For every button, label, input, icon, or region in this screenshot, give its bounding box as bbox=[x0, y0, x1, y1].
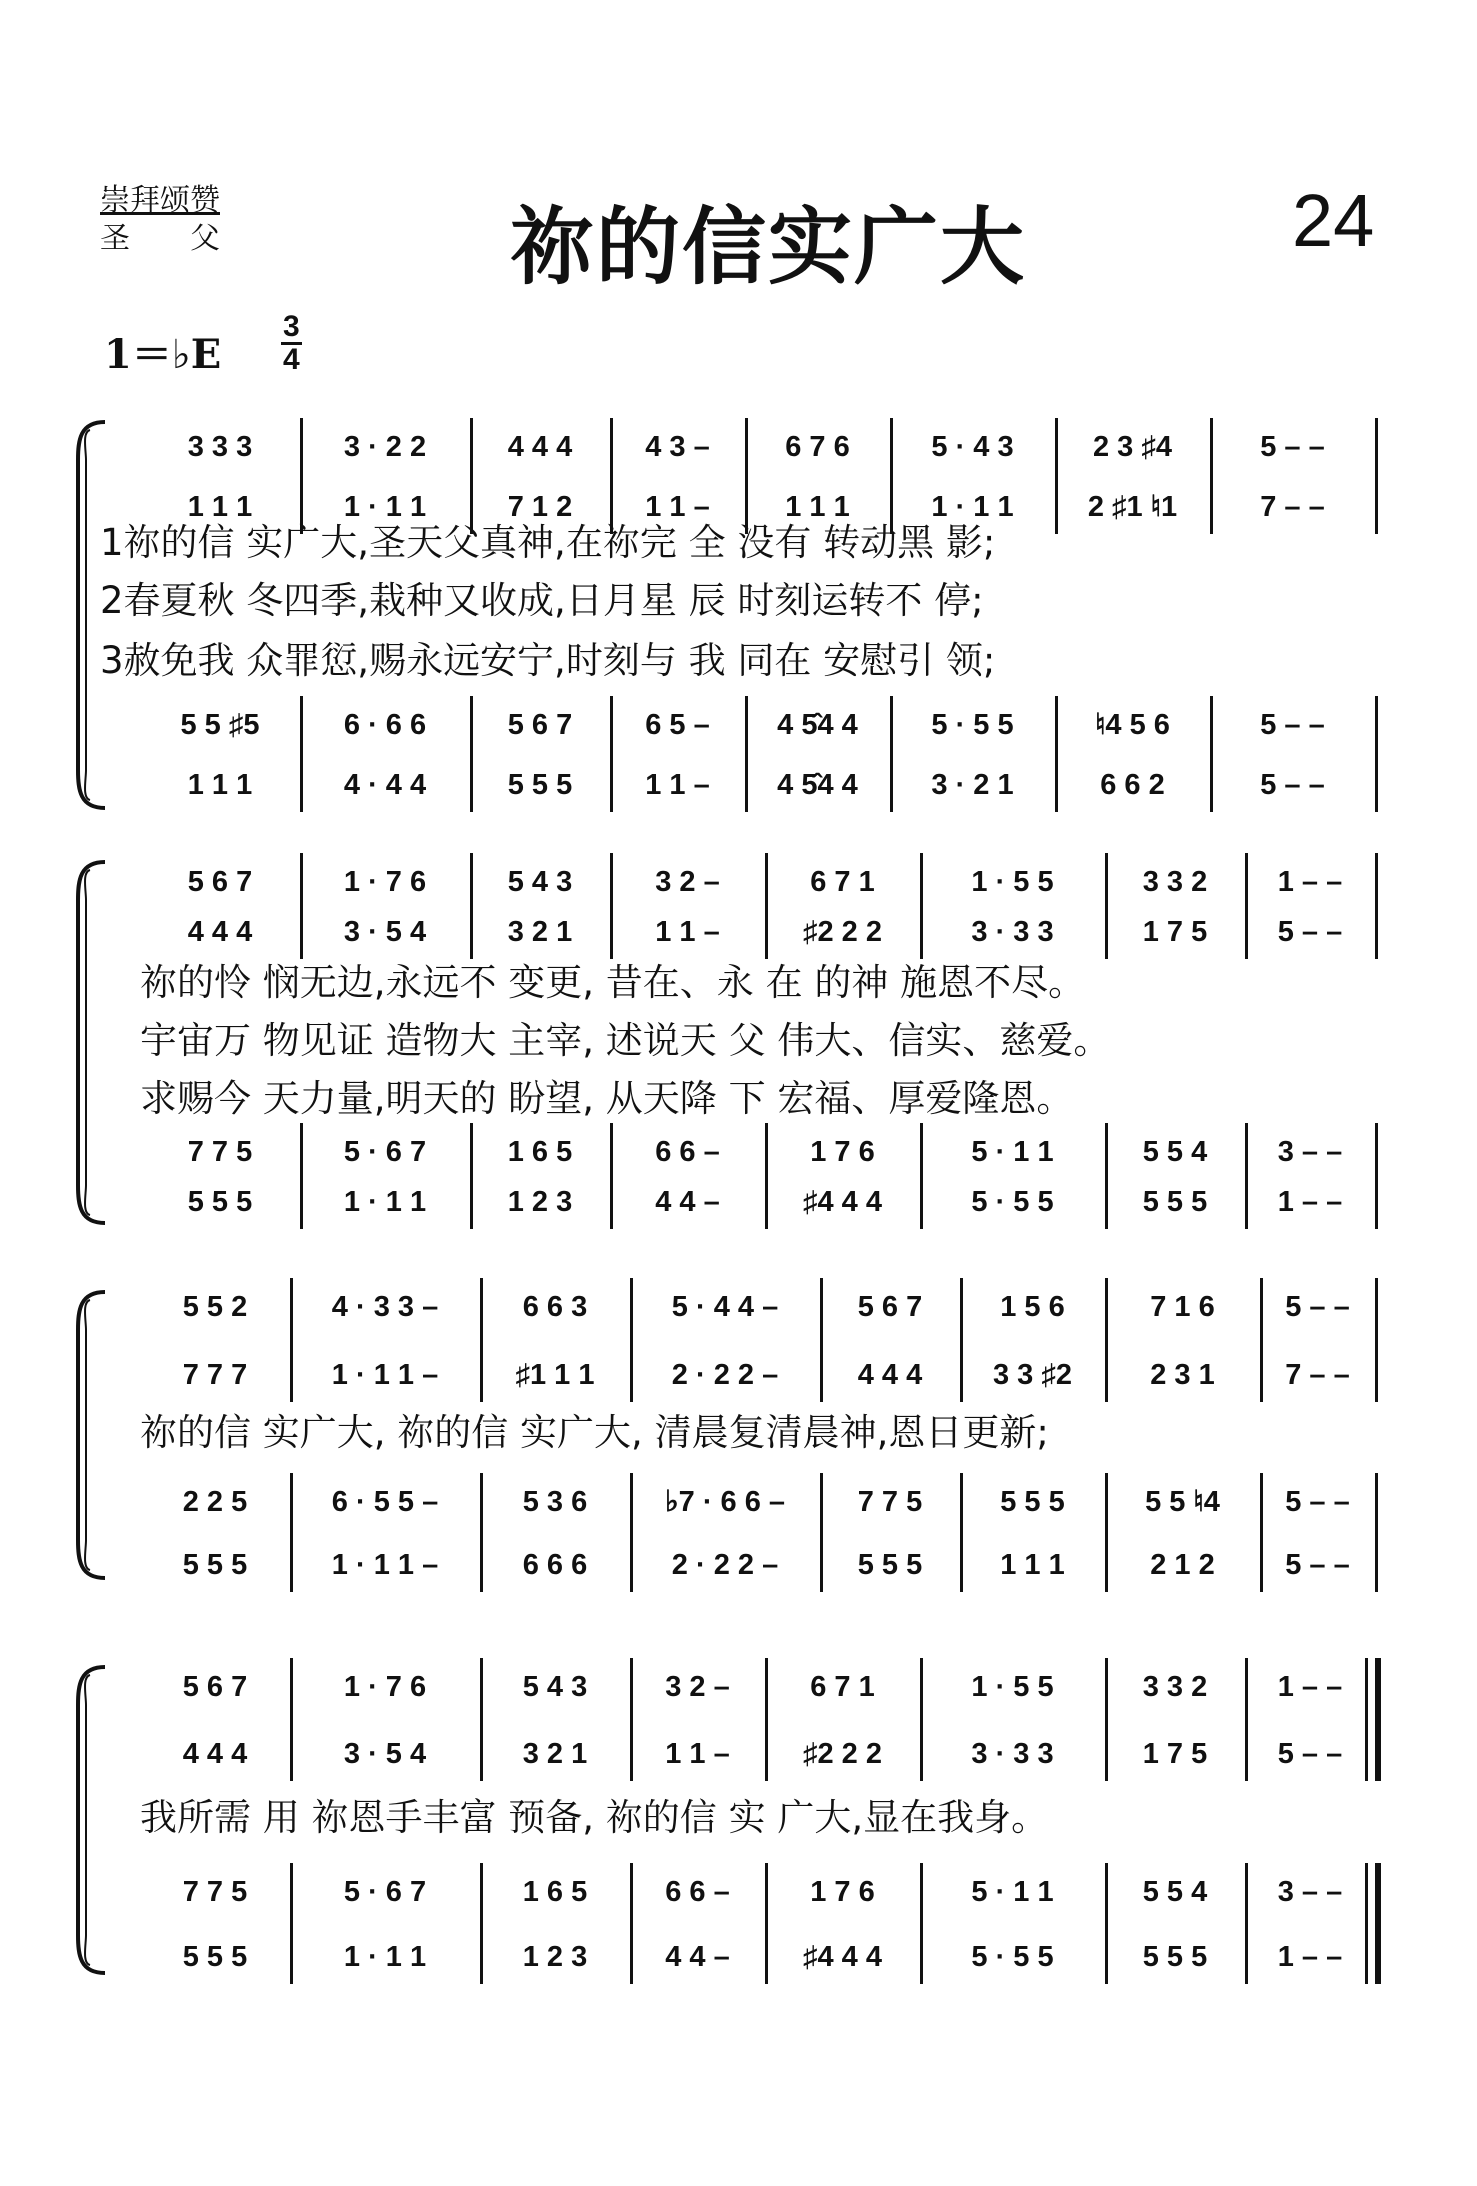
measure-notes: 5 – – bbox=[1285, 1549, 1350, 1581]
measure-notes: 5 5 ♯5 bbox=[180, 709, 260, 741]
bar-line bbox=[1375, 418, 1378, 534]
measure-notes: 6 6 2 bbox=[1100, 769, 1165, 801]
time-signature bbox=[281, 312, 302, 375]
system-brace bbox=[60, 860, 110, 1229]
bar-line bbox=[1375, 696, 1378, 812]
bar-line bbox=[1260, 1473, 1263, 1592]
bar-line bbox=[610, 853, 613, 959]
measure-notes: 4 · 3 3 – bbox=[331, 1291, 439, 1323]
measure-notes: 3 2 1 bbox=[507, 916, 573, 948]
measure-notes: 1 1 – bbox=[655, 916, 720, 948]
measure-notes: 4 4 4 bbox=[187, 916, 253, 948]
measure-notes: 1 6 5 bbox=[507, 1136, 573, 1168]
measure-notes: 5 · 1 1 bbox=[971, 1136, 1054, 1168]
bar-line bbox=[470, 853, 473, 959]
measure-notes: 3 – – bbox=[1277, 1876, 1343, 1908]
measure-notes: 1 1 – bbox=[665, 1738, 730, 1770]
measure-notes: 1 7 5 bbox=[1142, 1738, 1208, 1770]
bar-line bbox=[1105, 1863, 1108, 1984]
measure-notes: 5 5 2 bbox=[182, 1291, 248, 1323]
bar-line bbox=[920, 1863, 923, 1984]
bar-line bbox=[745, 418, 748, 534]
measure-notes: 3 2 1 bbox=[522, 1738, 588, 1770]
measure-notes: 7 1 6 bbox=[1150, 1291, 1215, 1323]
measure-notes: 6 · 5 5 – bbox=[331, 1486, 439, 1518]
measure-notes: ♯2 2 2 bbox=[803, 1738, 882, 1770]
bar-line bbox=[1245, 1863, 1248, 1984]
bar-line bbox=[745, 696, 748, 812]
measure-notes: 5 5 4 bbox=[1142, 1876, 1208, 1908]
measure-notes: 5 – – bbox=[1277, 916, 1343, 948]
measure-notes: 6 5 – bbox=[645, 709, 710, 741]
measure-notes: 5 6 7 bbox=[857, 1291, 923, 1323]
measure-notes: 5 · 6 7 bbox=[343, 1876, 427, 1908]
bar-line bbox=[765, 1863, 768, 1984]
system-brace bbox=[60, 1290, 110, 1584]
bar-line bbox=[1210, 696, 1213, 812]
measure-notes: 5 5 4 bbox=[1142, 1136, 1208, 1168]
bar-line bbox=[610, 418, 613, 534]
bar-line bbox=[290, 1278, 293, 1402]
measure-notes: 7 – – bbox=[1260, 491, 1325, 523]
lyric-line: 2春夏秋 冬四季,栽种又收成,日月星 辰 时刻运转不 停; bbox=[100, 579, 984, 622]
bar-line bbox=[630, 1278, 633, 1402]
measure-notes: 1 · 1 1 – bbox=[331, 1359, 439, 1391]
measure-notes: 1 2 3 bbox=[522, 1941, 588, 1973]
lyric-line: 3赦免我 众罪愆,赐永远安宁,时刻与 我 同在 安慰引 领; bbox=[100, 639, 996, 682]
measure-notes: 5 · 5 5 bbox=[971, 1186, 1054, 1218]
bar-line bbox=[890, 696, 893, 812]
bar-line bbox=[1055, 696, 1058, 812]
measure-notes: 7 – – bbox=[1285, 1359, 1350, 1391]
measure-notes: ♯2 2 2 bbox=[803, 916, 882, 948]
bar-line bbox=[1260, 1278, 1263, 1402]
lyric-line: 我所需 用 祢恩手丰富 预备, 祢的信 实 广大,显在我身。 bbox=[140, 1796, 1049, 1839]
bar-line bbox=[300, 418, 303, 534]
measure-notes: 1 1 – bbox=[645, 769, 710, 801]
measure-notes: 4 5̂4 4 bbox=[777, 769, 858, 801]
lyric-line: 祢的信 实广大, 祢的信 实广大, 清晨复清晨神,恩日更新; bbox=[140, 1411, 1049, 1454]
bar-line bbox=[610, 696, 613, 812]
bar-line bbox=[920, 1658, 923, 1781]
category-label: 崇拜颂赞 bbox=[100, 183, 220, 218]
hymn-number: 24 bbox=[1292, 179, 1375, 262]
measure-notes: 3 3 2 bbox=[1142, 1671, 1208, 1703]
measure-notes: 5 5 5 bbox=[187, 1186, 253, 1218]
measure-notes: ♯4 4 4 bbox=[803, 1941, 882, 1973]
bar-line bbox=[820, 1473, 823, 1592]
measure-notes: 5 – – bbox=[1260, 769, 1325, 801]
measure-notes: 1 1 – bbox=[645, 491, 710, 523]
bar-line bbox=[1105, 853, 1108, 959]
bar-line bbox=[480, 1658, 483, 1781]
measure-notes: ♭7 · 6 6 – bbox=[664, 1486, 786, 1518]
bar-line bbox=[470, 696, 473, 812]
measure-notes: 6 · 6 6 bbox=[343, 709, 427, 741]
measure-notes: 2 2 5 bbox=[182, 1486, 248, 1518]
measure-notes: 2 1 2 bbox=[1150, 1549, 1215, 1581]
measure-notes: 1 – – bbox=[1277, 1941, 1343, 1973]
measure-notes: 3 · 5 4 bbox=[343, 1738, 427, 1770]
measure-notes: 7 1 2 bbox=[507, 491, 573, 523]
measure-notes: 5 · 4 4 – bbox=[671, 1291, 779, 1323]
bar-line bbox=[480, 1473, 483, 1592]
bar-line bbox=[480, 1863, 483, 1984]
hymn-title: 祢的信实广大 bbox=[510, 197, 1027, 296]
bar-line bbox=[765, 1123, 768, 1229]
bar-line bbox=[1375, 1278, 1378, 1402]
measure-notes: 5 · 1 1 bbox=[971, 1876, 1054, 1908]
measure-notes: 1 – – bbox=[1277, 1671, 1343, 1703]
measure-notes: ♮4 5 6 bbox=[1095, 709, 1170, 741]
measure-notes: 6 7 6 bbox=[785, 431, 850, 463]
bar-line bbox=[1375, 1123, 1378, 1229]
bar-line bbox=[300, 1123, 303, 1229]
measure-notes: 7 7 5 bbox=[187, 1136, 253, 1168]
bar-line bbox=[300, 696, 303, 812]
bar-line bbox=[960, 1278, 963, 1402]
measure-notes: 3 · 2 2 bbox=[343, 431, 427, 463]
bar-line bbox=[630, 1658, 633, 1781]
bar-line bbox=[1375, 1473, 1378, 1592]
lyric-line: 求赐今 天力量,明天的 盼望, 从天降 下 宏福、厚爱隆恩。 bbox=[140, 1077, 1074, 1120]
measure-notes: 1 – – bbox=[1277, 1186, 1343, 1218]
measure-notes: 4 4 – bbox=[655, 1186, 720, 1218]
measure-notes: 4 4 4 bbox=[507, 431, 573, 463]
measure-notes: 1 7 6 bbox=[810, 1136, 875, 1168]
bar-line bbox=[1105, 1278, 1108, 1402]
measure-notes: 5 5 5 bbox=[857, 1549, 923, 1581]
measure-notes: 5 · 5 5 bbox=[931, 709, 1014, 741]
bar-line bbox=[480, 1278, 483, 1402]
measure-notes: 1 6 5 bbox=[522, 1876, 588, 1908]
measure-notes: 6 7 1 bbox=[810, 866, 875, 898]
measure-notes: 5 – – bbox=[1285, 1291, 1350, 1323]
measure-notes: 7 7 5 bbox=[182, 1876, 248, 1908]
time-signature-bottom: 4 bbox=[283, 343, 300, 376]
measure-notes: 5 4 3 bbox=[522, 1671, 588, 1703]
measure-notes: 5 – – bbox=[1260, 709, 1325, 741]
measure-notes: 5 5 ♮4 bbox=[1145, 1486, 1220, 1518]
measure-notes: 1 1 1 bbox=[187, 769, 253, 801]
measure-notes: 5 3 6 bbox=[522, 1486, 588, 1518]
bar-line bbox=[960, 1473, 963, 1592]
measure-notes: 6 6 – bbox=[655, 1136, 720, 1168]
measure-notes: 2 · 2 2 – bbox=[671, 1359, 779, 1391]
measure-notes: 3 3 ♯2 bbox=[993, 1359, 1072, 1391]
measure-notes: 4 4 – bbox=[665, 1941, 730, 1973]
system-brace bbox=[60, 1665, 110, 1979]
bar-line bbox=[630, 1473, 633, 1592]
measure-notes: 2 · 2 2 – bbox=[671, 1549, 779, 1581]
measure-notes: 5 5 5 bbox=[182, 1941, 248, 1973]
bar-line bbox=[820, 1278, 823, 1402]
measure-notes: 7 7 5 bbox=[857, 1486, 923, 1518]
measure-notes: 3 2 – bbox=[665, 1671, 730, 1703]
measure-notes: 6 6 3 bbox=[522, 1291, 588, 1323]
bar-line bbox=[630, 1863, 633, 1984]
bar-line bbox=[1245, 1123, 1248, 1229]
bar-line bbox=[1245, 853, 1248, 959]
measure-notes: 3 · 5 4 bbox=[343, 916, 427, 948]
measure-notes: 2 ♯1 ♮1 bbox=[1087, 491, 1178, 523]
measure-notes: 5 · 5 5 bbox=[971, 1941, 1054, 1973]
bar-line bbox=[1375, 1658, 1381, 1781]
measure-notes: 5 – – bbox=[1277, 1738, 1343, 1770]
measure-notes: 1 · 7 6 bbox=[343, 866, 427, 898]
measure-notes: 1 · 1 1 bbox=[343, 491, 427, 523]
measure-notes: 1 · 1 1 bbox=[343, 1941, 427, 1973]
bar-line bbox=[1210, 418, 1213, 534]
measure-notes: 3 · 2 1 bbox=[931, 769, 1014, 801]
measure-notes: 3 · 3 3 bbox=[971, 916, 1054, 948]
measure-notes: 5 5 5 bbox=[1142, 1186, 1208, 1218]
measure-notes: 1 · 1 1 – bbox=[331, 1549, 439, 1581]
measure-notes: 4 4 4 bbox=[857, 1359, 923, 1391]
measure-notes: 5 – – bbox=[1285, 1486, 1350, 1518]
time-signature-top: 3 bbox=[283, 310, 300, 343]
bar-line bbox=[1245, 1658, 1248, 1781]
bar-line bbox=[290, 1863, 293, 1984]
bar-line bbox=[470, 1123, 473, 1229]
key-signature: 1＝♭E bbox=[104, 331, 222, 378]
measure-notes: 5 – – bbox=[1260, 431, 1325, 463]
measure-notes: 5 5 5 bbox=[1142, 1941, 1208, 1973]
measure-notes: 5 5 5 bbox=[1000, 1486, 1065, 1518]
measure-notes: 1 1 1 bbox=[187, 491, 253, 523]
measure-notes: 1 2 3 bbox=[507, 1186, 573, 1218]
measure-notes: 5 6 7 bbox=[187, 866, 253, 898]
measure-notes: 1 – – bbox=[1277, 866, 1343, 898]
measure-notes: 3 2 – bbox=[655, 866, 720, 898]
measure-notes: 3 · 3 3 bbox=[971, 1738, 1054, 1770]
measure-notes: 1 7 5 bbox=[1142, 916, 1208, 948]
measure-notes: 1 · 1 1 bbox=[343, 1186, 427, 1218]
measure-notes: 1 5 6 bbox=[1000, 1291, 1065, 1323]
bar-line bbox=[1105, 1123, 1108, 1229]
measure-notes: ♯1 1 1 bbox=[515, 1359, 595, 1391]
measure-notes: 1 1 1 bbox=[785, 491, 850, 523]
bar-line bbox=[890, 418, 893, 534]
measure-notes: 4 4 4 bbox=[182, 1738, 248, 1770]
measure-notes: 3 3 3 bbox=[187, 431, 253, 463]
measure-notes: 1 · 5 5 bbox=[971, 866, 1054, 898]
bar-line bbox=[1105, 1473, 1108, 1592]
bar-line bbox=[1055, 418, 1058, 534]
measure-notes: 3 3 2 bbox=[1142, 866, 1208, 898]
bar-line bbox=[290, 1473, 293, 1592]
bar-line bbox=[1375, 1863, 1381, 1984]
measure-notes: 5 6 7 bbox=[182, 1671, 248, 1703]
measure-notes: 4 3 – bbox=[645, 431, 710, 463]
measure-notes: 2 3 ♯4 bbox=[1093, 431, 1172, 463]
lyric-line: 1祢的信 实广大,圣天父真神,在祢完 全 没有 转动黑 影; bbox=[100, 521, 996, 564]
subcategory-label: 圣 父 bbox=[100, 221, 220, 256]
bar-line bbox=[765, 853, 768, 959]
measure-notes: 3 – – bbox=[1277, 1136, 1343, 1168]
measure-notes: 6 6 – bbox=[665, 1876, 730, 1908]
measure-notes: 5 5 5 bbox=[182, 1549, 248, 1581]
measure-notes: 1 · 5 5 bbox=[971, 1671, 1054, 1703]
bar-line bbox=[920, 1123, 923, 1229]
lyric-line: 祢的怜 悯无边,永远不 变更, 昔在、永 在 的神 施恩不尽。 bbox=[140, 961, 1086, 1004]
bar-line bbox=[610, 1123, 613, 1229]
bar-line bbox=[1375, 853, 1378, 959]
bar-line bbox=[290, 1658, 293, 1781]
bar-line bbox=[920, 853, 923, 959]
bar-line bbox=[1105, 1658, 1108, 1781]
measure-notes: 5 4 3 bbox=[507, 866, 573, 898]
measure-notes: 5 6 7 bbox=[507, 709, 573, 741]
measure-notes: 7 7 7 bbox=[182, 1359, 248, 1391]
measure-notes: ♯4 4 4 bbox=[803, 1186, 882, 1218]
measure-notes: 2 3 1 bbox=[1150, 1359, 1215, 1391]
measure-notes: 1 7 6 bbox=[810, 1876, 875, 1908]
measure-notes: 4 5̂4 4 bbox=[777, 709, 858, 741]
measure-notes: 6 7 1 bbox=[810, 1671, 875, 1703]
bar-line bbox=[300, 853, 303, 959]
measure-notes: 6 6 6 bbox=[522, 1549, 588, 1581]
measure-notes: 1 1 1 bbox=[1000, 1549, 1065, 1581]
measure-notes: 1 · 7 6 bbox=[343, 1671, 427, 1703]
bar-line bbox=[470, 418, 473, 534]
measure-notes: 5 · 4 3 bbox=[931, 431, 1014, 463]
measure-notes: 1 · 1 1 bbox=[931, 491, 1014, 523]
measure-notes: 5 5 5 bbox=[507, 769, 573, 801]
lyric-line: 宇宙万 物见证 造物大 主宰, 述说天 父 伟大、信实、慈爱。 bbox=[140, 1019, 1111, 1062]
measure-notes: 4 · 4 4 bbox=[343, 769, 427, 801]
bar-line bbox=[765, 1658, 768, 1781]
measure-notes: 5 · 6 7 bbox=[343, 1136, 427, 1168]
